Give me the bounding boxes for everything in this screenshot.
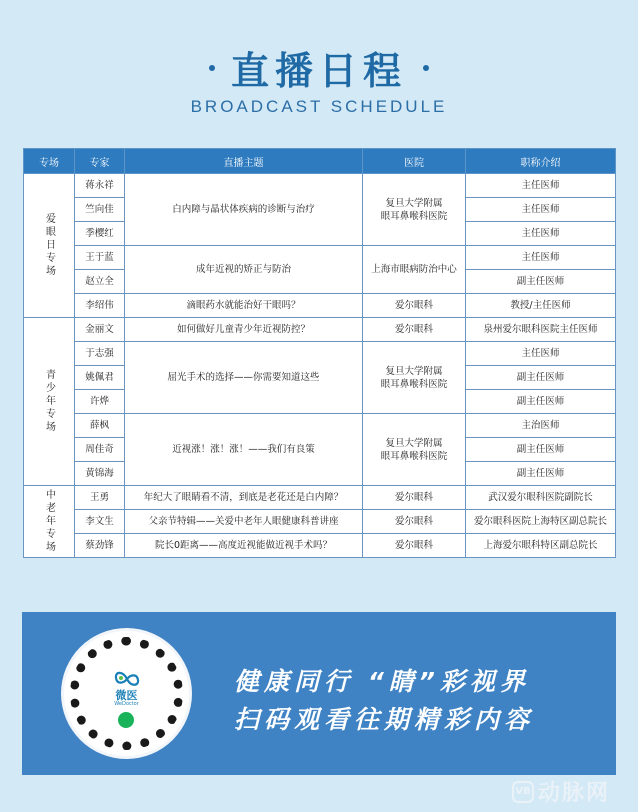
table-row [24,174,616,198]
col-header-title: 职称介绍 [466,149,616,174]
zone-cell: 中老年专场 [24,486,75,558]
hospital-cell [363,342,466,414]
col-header-hospital: 医院 [363,149,466,174]
title-dot-left [209,65,215,71]
title-cell: 泉州爱尔眼科医院主任医师 [466,318,616,342]
expert-cell: 金丽文 [75,318,125,342]
hospital-line: 眼耳鼻喉科医院 [380,210,448,222]
table-row [24,510,616,534]
hospital-line: 爱尔眼科 [394,324,433,335]
vb-logo-icon: VB [512,781,534,803]
qr-code[interactable] [64,631,189,756]
topic-cell: 父亲节特辑——关爱中老年人眼健康科普讲座 [125,510,363,534]
topic-cell: 院长0距离——高度近视能做近视手术吗？ [125,534,363,558]
hospital-line: 复旦大学附属 [385,437,443,449]
title-cell: 副主任医师 [466,270,616,294]
hospital-line: 眼耳鼻喉科医院 [380,378,448,390]
title-cell: 主治医师 [466,414,616,438]
hospital-cell [363,534,466,558]
hospital-line: 爱尔眼科 [394,492,433,503]
table-row [24,318,616,342]
zone-cell: 青少年专场 [24,318,75,486]
page-title [209,40,429,95]
hospital-line: 爱尔眼科 [394,540,433,551]
expert-cell: 竺向佳 [75,198,125,222]
col-header-expert: 专家 [75,149,125,174]
qr-brand-en: WeDoctor [114,701,139,707]
title-cell: 主任医师 [466,174,616,198]
table-row [24,342,616,366]
expert-cell: 李绍伟 [75,294,125,318]
expert-cell: 姚佩君 [75,366,125,390]
hospital-line: 爱尔眼科 [394,300,433,311]
topic-cell: 成年近视的矫正与防治 [125,246,363,294]
qr-brand-name: 微医 [115,689,138,702]
expert-cell: 许烨 [75,390,125,414]
hospital-cell [363,486,466,510]
title-cell: 主任医师 [466,198,616,222]
title-area [0,40,638,95]
schedule-table [23,148,616,558]
hospital-line: 复旦大学附属 [385,197,443,209]
watermark-text: 动脉网 [538,781,611,806]
expert-cell: 周佳奇 [75,438,125,462]
topic-cell: 滴眼药水就能治好干眼吗？ [125,294,363,318]
topic-cell: 如何做好儿童青少年近视防控？ [125,318,363,342]
table-row [24,486,616,510]
hospital-cell [363,318,466,342]
page-title-text: 直播日程 [230,48,407,93]
watermark [512,776,610,807]
expert-cell: 王于蓝 [75,246,125,270]
expert-cell: 季樱红 [75,222,125,246]
expert-cell: 薛枫 [75,414,125,438]
title-cell: 主任医师 [466,246,616,270]
expert-cell: 赵立全 [75,270,125,294]
slogan-line-2: 扫码观看往期精彩内容 [234,705,535,734]
table-header-row [24,149,616,174]
expert-cell: 王勇 [75,486,125,510]
topic-cell: 白内障与晶状体疾病的诊断与治疗 [125,174,363,246]
topic-cell: 屈光手术的选择——你需要知道这些 [125,342,363,414]
table-row [24,534,616,558]
expert-cell: 黄锦海 [75,462,125,486]
page-subtitle: BROADCAST SCHEDULE [190,97,448,116]
wedoctor-logo-icon [113,669,141,689]
title-cell: 教授/主任医师 [466,294,616,318]
hospital-line: 眼耳鼻喉科医院 [380,450,448,462]
topic-cell: 近视涨！涨！涨！——我们有良策 [125,414,363,486]
expert-cell: 李文生 [75,510,125,534]
title-cell: 主任医师 [466,342,616,366]
hospital-cell [363,174,466,246]
title-dot-right [423,65,429,71]
hospital-line: 爱尔眼科 [394,516,433,527]
hospital-line: 上海市眼病防治中心 [371,264,457,275]
title-cell: 副主任医师 [466,390,616,414]
qr-banner [22,612,616,775]
zone-cell: 爱眼日专场 [24,174,75,318]
expert-cell: 于志强 [75,342,125,366]
title-cell: 副主任医师 [466,462,616,486]
table-row [24,294,616,318]
title-cell: 副主任医师 [466,366,616,390]
topic-cell: 年纪大了眼睛看不清，到底是老花还是白内障？ [125,486,363,510]
title-cell: 武汉爱尔眼科医院副院长 [466,486,616,510]
expert-cell: 蔡劲锋 [75,534,125,558]
hospital-cell [363,246,466,294]
hospital-cell [363,510,466,534]
col-header-zone: 专场 [24,149,75,174]
mini-program-icon [118,712,134,728]
title-cell: 副主任医师 [466,438,616,462]
hospital-line: 复旦大学附属 [385,365,443,377]
title-cell: 主任医师 [466,222,616,246]
title-cell: 爱尔眼科医院上海特区副总院长 [466,510,616,534]
title-cell: 上海爱尔眼科特区副总院长 [466,534,616,558]
expert-cell: 蒋永祥 [75,174,125,198]
table-row [24,414,616,438]
hospital-cell [363,414,466,486]
hospital-cell [363,294,466,318]
slogan-line-1: 健康同行 “睛”彩视界 [234,667,530,696]
col-header-topic: 直播主题 [125,149,363,174]
table-row [24,246,616,270]
